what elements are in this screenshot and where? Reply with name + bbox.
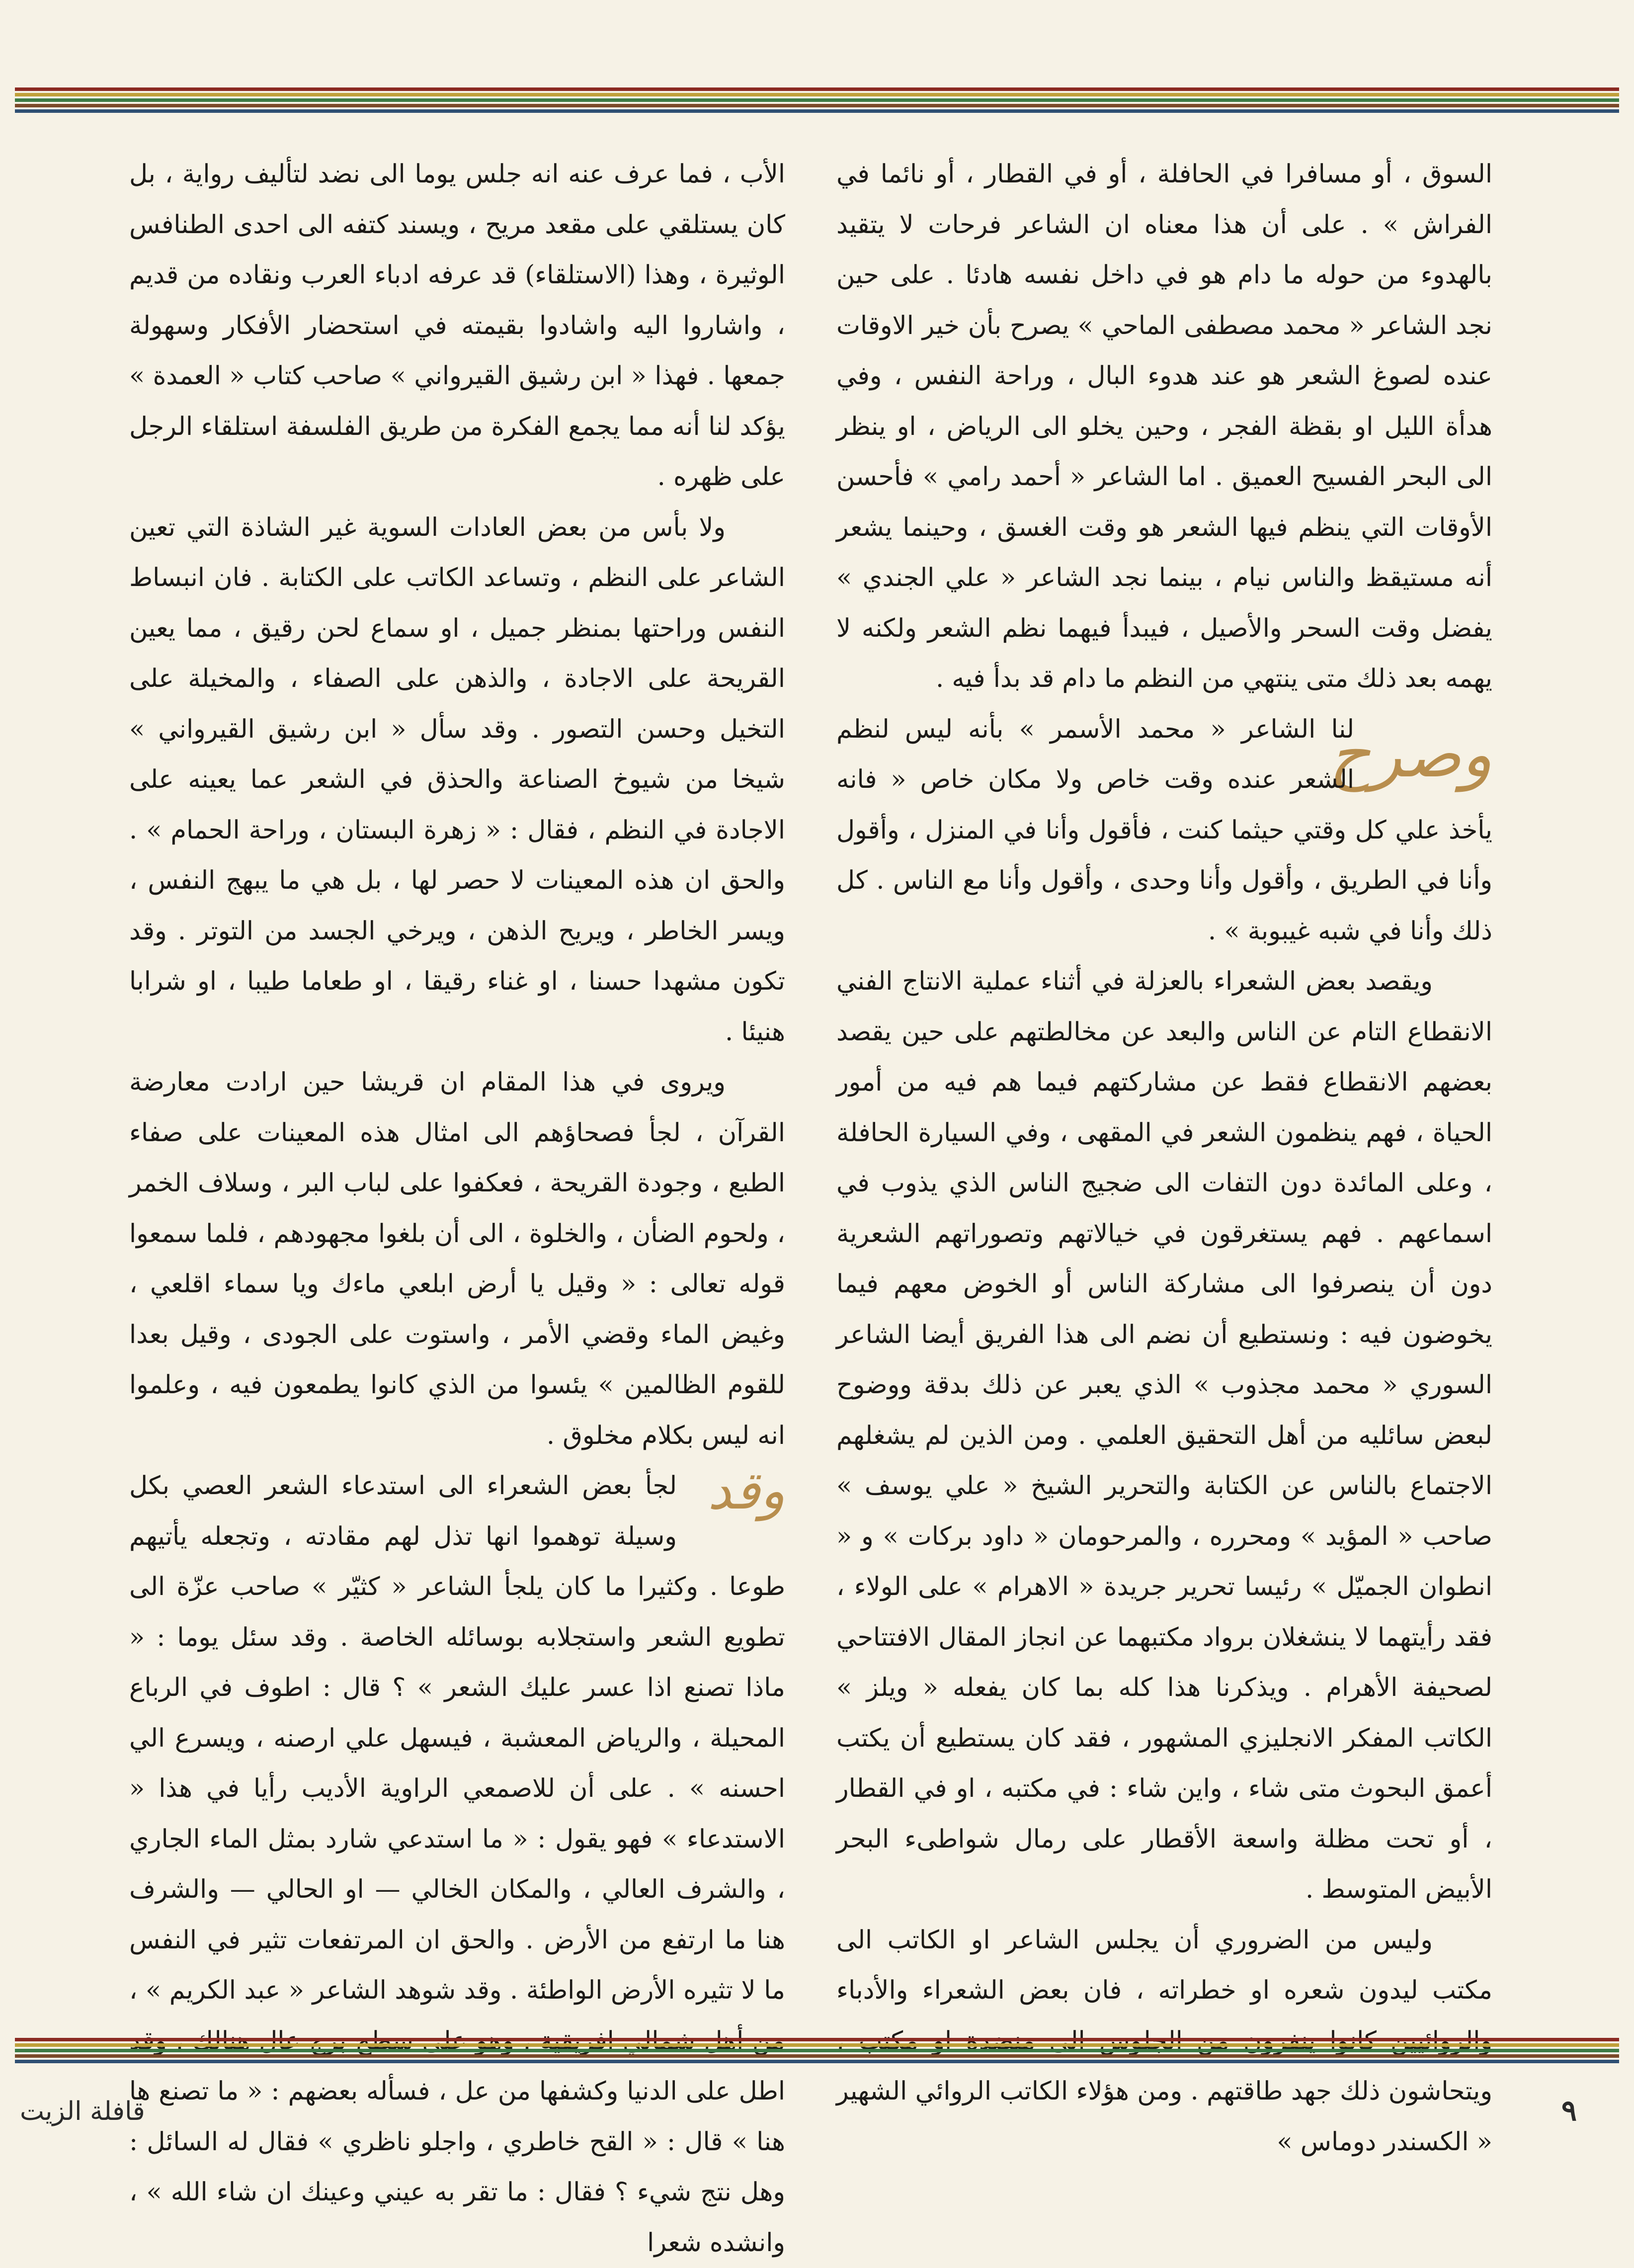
paragraph: الأب ، فما عرف عنه انه جلس يوما الى نضد لتأليف رواية ، بل كان يستلقي على مقعد مريح ، ويسند كتفه الى احدى الطنافس الوثيرة ، وهذا (الاستلقاء) قد عرفه ادباء العرب ونقاده من قديم ، واشاروا اليه واشادوا بقيمته في استحضار الأفكار وسهولة جمعها . فهذا « ابن رشيق القيرواني » صاحب كتاب « العمدة » يؤكد لنا أنه مما يجمع الفكرة من طريق الفلسفة استلقاء الرجل على ظهره . bbox=[129, 160, 785, 492]
paragraph: لنا الشاعر « محمد الأسمر » بأنه ليس لنظم الشعر عنده وقت خاص ولا مكان خاص « فانه يأخذ علي كل وقتي حيثما كنت ، فأقول وأنا في المنزل ، وأقول وأنا في الطريق ، وأقول وأنا وحدى ، وأقول وأنا مع الناس . كل ذلك وأنا في شبه غيبوبة » . bbox=[836, 714, 1492, 946]
ornamental-dropcap: وقد bbox=[707, 1460, 785, 1521]
paragraph: لجأ بعض الشعراء الى استدعاء الشعر العصي بكل وسيلة توهموا انها تذل لهم مقادته ، وتجعله يأتيهم طوعا . وكثيرا ما كان يلجأ الشاعر « كثيّر » صاحب عزّة الى تطويع الشعر واستجلابه بوسائله الخاصة . وقد سئل يوما : « ماذا تصنع اذا عسر عليك الشعر » ؟ قال : اطوف في الرباع المحيلة ، والرياض المعشبة ، فيسهل علي ارصنه ، ويسرع الي احسنه » . على أن للاصمعي الراوية الأديب رأيا في هذا « الاستدعاء » فهو يقول : « ما استدعي شارد بمثل الماء الجاري ، والشرف العالي ، والمكان الخالي — او الحالي — والشرف هنا ما ارتفع من الأرض . والحق ان المرتفعات تثير في النفس ما لا تثيره الأرض الواطئة . وقد شوهد الشاعر « عبد الكريم » ، اطل على الدنيا وكشفها من عل ، فسأله بعضهم : « ما تصنع ها هنا » قال : « القح خاطري ، واجلو ناظري » فقال له السائل : وهل نتج شيء ؟ فقال : ما تقر به عيني وعينك ان شاء الله » ، وانشده شعرا bbox=[129, 1471, 785, 2258]
paragraph: ولا بأس من بعض العادات السوية غير الشاذة التي تعين الشاعر على النظم ، وتساعد الكاتب على الكتابة . فان انبساط النفس وراحتها بمنظر جميل ، او سماع لحن رقيق ، مما يعين القريحة على الاجادة ، والذهن على الصفاء ، والمخيلة على التخيل وحسن التصور . وقد سأل « ابن رشيق القيرواني » شيخا من شيوخ الصناعة والحذق في الشعر عما يعينه على الاجادة في النظم ، فقال : « زهرة البستان ، وراحة الحمام » . والحق ان هذه المعينات لا حصر لها ، بل هي ما يبهج النفس ، ويسر الخاطر ، ويريح الذهن ، ويرخي الجسد من التوتر . وقد تكون مشهدا حسنا ، او غناء رقيقا ، او طعاما طيبا ، او شرابا هنيئا . bbox=[129, 512, 785, 1047]
paragraph: السوق ، أو مسافرا في الحافلة ، أو في القطار ، أو نائما في الفراش » . على أن هذا معناه ان الشاعر فرحات لا يتقيد بالهدوء من حوله ما دام هو في داخل نفسه هادئا . على حين نجد الشاعر « محمد مصطفى الماحي » يصرح بأن خير الاوقات عنده لصوغ الشعر هو عند هدوء البال ، وراحة النفس ، وفي هدأة الليل او بقظة الفجر ، وحين يخلو الى الرياض ، او ينظر الى البحر الفسيح العميق . اما الشاعر « أحمد رامي » فأحسن الأوقات التي ينظم فيها الشعر هو وقت الغسق ، وحينما يشعر أنه مستيقظ والناس نيام ، بينما نجد الشاعر « علي الجندي » يفضل وقت السحر والأصيل ، فيبدأ فيهما نظم الشعر ولكنه لا يهمه بعد ذلك متى ينتهي من النظم ما دام قد بدأ فيه . bbox=[836, 160, 1492, 693]
dropcap-block bbox=[836, 704, 1492, 957]
paragraph: وليس من الضروري أن يجلس الشاعر او الكاتب الى مكتب ليدون شعره او خطراته ، فان بعض الشعراء والأدباء ويتحاشون ذلك جهد طاقتهم . ومن هؤلاء الكاتب الروائي الشهير « الكسندر دوماس » bbox=[836, 1925, 1492, 2157]
top-decorative-rule bbox=[15, 87, 1619, 113]
right-text-column bbox=[836, 149, 1492, 2157]
page-number: ٩ bbox=[1561, 2094, 1577, 2127]
bottom-decorative-rule bbox=[15, 2038, 1619, 2063]
paragraph: ويروى في هذا المقام ان قريشا حين ارادت معارضة القرآن ، لجأ فصحاؤهم الى امثال هذه المعينات على صفاء الطبع ، وجودة القريحة ، فعكفوا على لباب البر ، وسلاف الخمر ، ولحوم الضأن ، والخلوة ، الى أن بلغوا مجهودهم ، فلما سمعوا قوله تعالى : « وقيل يا أرض ابلعي ماءك ويا سماء اقلعي ، وغيض الماء وقضي الأمر ، واستوت على الجودى ، وقيل بعدا للقوم الظالمين » يئسوا من الذي كانوا يطمعون فيه ، وعلموا انه ليس بكلام مخلوق . bbox=[129, 1068, 785, 1450]
dropcap-block bbox=[129, 1461, 785, 2268]
left-text-column bbox=[129, 149, 785, 2258]
ornamental-dropcap: وصرح bbox=[1329, 716, 1492, 792]
paragraph: ويقصد بعض الشعراء بالعزلة في أثناء عملية الانتاج الفني الانقطاع التام عن الناس والبعد عن مخالطتهم على حين يقصد بعضهم الانقطاع فقط عن مشاركتهم فيما هم فيه من أمور الحياة ، فهم ينظمون الشعر في المقهى ، وفي السيارة الحافلة ، وعلى المائدة دون التفات الى ضجيج الناس الذي يذوب في اسماعهم . فهم يستغرقون في خيالاتهم وتصوراتهم الشعرية دون أن ينصرفوا الى مشاركة الناس أو الخوض معهم فيما يخوضون فيه : ونستطيع أن نضم الى هذا الفريق أيضا الشاعر السوري « محمد مجذوب » الذي يعبر عن ذلك بدقة ووضوح لبعض سائليه من أهل التحقيق العلمي . ومن الذين لم يشغلهم الاجتماع بالناس عن الكتابة والتحرير الشيخ « علي يوسف » صاحب « المؤيد » ومحرره ، والمرحومان « داود بركات » و « انطوان الجميّل » رئيسا تحرير جريدة « الاهرام » على الولاء ، فقد رأيتهما لا ينشغلان برواد مكتبهما عن انجاز المقال الافتتاحي لصحيفة الأهرام . ويذكرنا هذا كله بما كان يفعله « ويلز » الكاتب المفكر الانجليزي المشهور ، فقد كان يستطيع أن يكتب أعمق البحوث متى شاء ، واين شاء : في مكتبه ، او في القطار ، أو تحت مظلة واسعة الأقطار على رمال شواطىء البحر الأبيض المتوسط . bbox=[836, 967, 1492, 1904]
magazine-name: قافلة الزيت bbox=[20, 2097, 145, 2126]
